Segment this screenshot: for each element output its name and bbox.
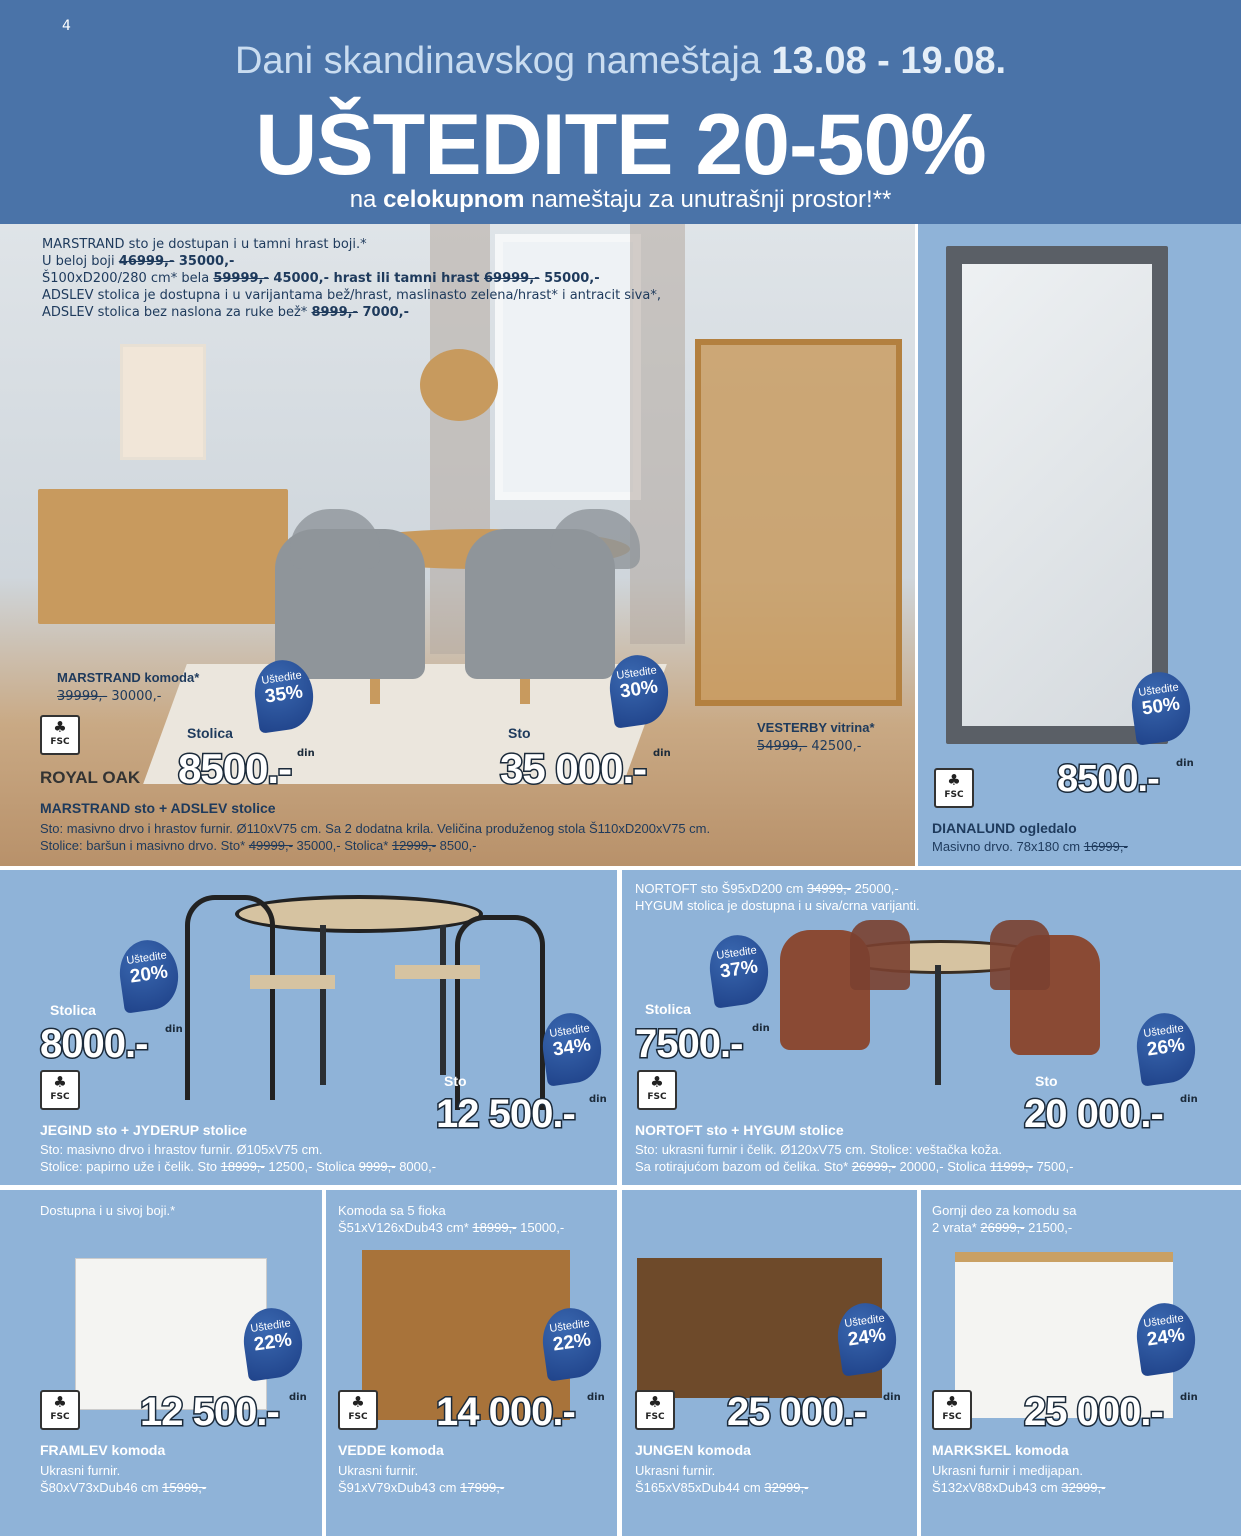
currency-label: din	[752, 1023, 770, 1034]
nortoft-info: NORTOFT sto Š95xD200 cm 34999,- 25000,- HYGUM stolica je dostupna i u siva/crna varijanti.	[635, 881, 920, 913]
nortoft-desc: Sto: ukrasni furnir i čelik. Ø120xV75 cm. Stolice: veštačka koža. Sa rotirajućom bazom od čelika. Sto* 26999,- 20000,- Stolica 11999,- 7500,-	[635, 1142, 1074, 1174]
stolica-label: Stolica	[50, 1002, 96, 1018]
jungen-title: JUNGEN komoda	[635, 1442, 751, 1458]
fsc-logo: ♣ FSC	[932, 1390, 972, 1430]
markskel-desc: Ukrasni furnir i medijapan. Š132xV88xDub43 cm 32999,-	[932, 1463, 1106, 1495]
marstrand-sideboard	[38, 489, 288, 624]
jungen-price: 25 000.-	[727, 1390, 866, 1434]
framlev-note: Dostupna i u sivoj boji.*	[40, 1203, 176, 1218]
sto-label: Sto	[444, 1073, 467, 1089]
hero-product-title: MARSTRAND sto + ADSLEV stolice	[40, 800, 276, 816]
currency-label: din	[587, 1392, 605, 1403]
fsc-logo: ♣ FSC	[40, 715, 80, 755]
chair-seat	[395, 965, 480, 979]
tree-icon: ♣	[53, 1393, 67, 1411]
komoda-price: 39999,- 30000,-	[57, 689, 162, 704]
markskel-price: 25 000.-	[1024, 1390, 1163, 1434]
nortoft-title: NORTOFT sto + HYGUM stolice	[635, 1122, 844, 1138]
subheadline: na celokupnom nameštaju za unutrašnji prostor!**	[349, 186, 892, 213]
tree-icon: ♣	[648, 1393, 662, 1411]
currency-label: din	[653, 748, 671, 759]
jegind-desc: Sto: masivno drvo i hrastov furnir. Ø105xV75 cm. Stolice: papirno uže i čelik. Sto 18999,- 12500,- Stolica 9999,- 8000,-	[40, 1142, 437, 1174]
currency-label: din	[883, 1392, 901, 1403]
sto-price: 20 000.-	[1024, 1092, 1163, 1136]
currency-label: din	[165, 1024, 183, 1035]
fsc-logo: ♣ FSC	[40, 1070, 80, 1110]
fsc-logo: ♣ FSC	[40, 1390, 80, 1430]
vedde-title: VEDDE komoda	[338, 1442, 444, 1458]
pendant-lamp	[420, 349, 498, 421]
hero-product-desc: Sto: masivno drvo i hrastov furnir. Ø110xV75 cm. Sa 2 dodatna krila. Veličina produženog stola Š110xD200xV75 cm. Stolice: baršun i masivno drvo. Sto* 49999,- 35000,- Stolica* 12999,- 8500,-	[40, 821, 711, 853]
sto-price: 35 000.-	[500, 745, 647, 792]
tree-icon: ♣	[650, 1073, 664, 1091]
hero-info-line: Š100xD200/280 cm* bela 59999,- 45000,- hrast ili tamni hrast 69999,- 55000,-	[42, 271, 600, 286]
mirror-price: 8500.-	[1057, 758, 1159, 800]
currency-label: din	[589, 1094, 607, 1105]
fsc-logo: ♣ FSC	[338, 1390, 378, 1430]
discount-badge: Uštedite 22%	[239, 1304, 306, 1381]
event-title-text: Dani skandinavskog nameštaja	[234, 40, 772, 82]
hygum-chair	[850, 920, 910, 990]
currency-label: din	[289, 1392, 307, 1403]
markskel-title: MARKSKEL komoda	[932, 1442, 1069, 1458]
adslev-chair	[550, 509, 640, 569]
framlev-dresser	[75, 1258, 267, 1410]
table-leg	[320, 925, 326, 1085]
hygum-chair	[990, 920, 1050, 990]
table-leg	[440, 925, 446, 1075]
hero-info-line: U beloj boji 46999,- 35000,-	[42, 254, 235, 269]
hero-info-line: ADSLEV stolica je dostupna i u varijantama bež/hrast, maslinasto zelena/hrast* i antracit siva*,	[42, 288, 661, 303]
fsc-logo: ♣ FSC	[934, 768, 974, 808]
tree-icon: ♣	[53, 1073, 67, 1091]
markskel-note: Gornji deo za komodu sa 2 vrata* 26999,- 21500,-	[932, 1203, 1077, 1235]
mirror-title: DIANALUND ogledalo	[932, 820, 1077, 836]
sto-price: 12 500.-	[436, 1092, 575, 1136]
currency-label: din	[297, 748, 315, 759]
tree-icon: ♣	[351, 1393, 365, 1411]
hero-info-line: ADSLEV stolica bez naslona za ruke bež* 8999,- 7000,-	[42, 305, 409, 320]
framlev-desc: Ukrasni furnir. Š80xV73xDub46 cm 15999,-	[40, 1463, 207, 1495]
komoda-name: MARSTRAND komoda*	[57, 670, 200, 685]
discount-badge: Uštedite 24%	[1132, 1299, 1199, 1376]
discount-badge: Uštedite 20%	[115, 936, 182, 1013]
fsc-logo: ♣ FSC	[637, 1070, 677, 1110]
currency-label: din	[1180, 1094, 1198, 1105]
discount-badge: Uštedite 35%	[250, 656, 317, 733]
headline: UŠTEDITE 20-50%	[255, 97, 986, 193]
vitrina-price: 54999,- 42500,-	[757, 739, 862, 754]
event-dates: 13.08 - 19.08.	[771, 40, 1007, 82]
framlev-title: FRAMLEV komoda	[40, 1442, 166, 1458]
tree-icon: ♣	[945, 1393, 959, 1411]
sto-label: Sto	[1035, 1073, 1058, 1089]
table-base	[935, 965, 941, 1085]
page-number: 4	[62, 18, 71, 34]
wall-poster	[120, 344, 206, 460]
discount-badge: Uštedite 26%	[1132, 1009, 1199, 1086]
sto-label: Sto	[508, 725, 531, 741]
vitrina-name: VESTERBY vitrina*	[757, 720, 875, 735]
stolica-label: Stolica	[187, 725, 233, 741]
jyderup-chair	[455, 915, 545, 1110]
event-title	[0, 40, 1241, 83]
vesterby-vitrine	[695, 339, 902, 706]
discount-badge: Uštedite 34%	[538, 1009, 605, 1086]
mirror-desc: Masivno drvo. 78x180 cm 16999,-	[932, 839, 1128, 854]
royal-oak-logo: ROYAL OAK	[40, 768, 141, 787]
adslev-chair	[290, 509, 380, 569]
hero-info-line: MARSTRAND sto je dostupan i u tamni hrast boji.*	[42, 237, 367, 252]
vedde-price: 14 000.-	[436, 1390, 575, 1434]
hero-info	[42, 236, 682, 321]
jungen-desc: Ukrasni furnir. Š165xV85xDub44 cm 32999,-	[635, 1463, 809, 1495]
vedde-desc: Ukrasni furnir. Š91xV79xDub43 cm 17999,-	[338, 1463, 505, 1495]
framlev-price: 12 500.-	[140, 1390, 279, 1434]
tree-icon: ♣	[53, 718, 67, 736]
stolica-label: Stolica	[645, 1001, 691, 1017]
stolica-price: 7500.-	[635, 1022, 743, 1066]
tree-icon: ♣	[947, 771, 961, 789]
discount-badge: Uštedite 50%	[1127, 668, 1194, 745]
currency-label: din	[1180, 1392, 1198, 1403]
jyderup-chair	[185, 895, 275, 1100]
discount-badge: Uštedite 22%	[538, 1304, 605, 1381]
discount-badge: Uštedite 24%	[833, 1299, 900, 1376]
discount-badge: Uštedite 30%	[605, 651, 672, 728]
discount-badge: Uštedite 37%	[705, 931, 772, 1008]
mirror-glass	[962, 264, 1152, 726]
jegind-title: JEGIND sto + JYDERUP stolice	[40, 1122, 248, 1138]
vedde-note: Komoda sa 5 fioka Š51xV126xDub43 cm* 18999,- 15000,-	[338, 1203, 565, 1235]
chair-seat	[250, 975, 335, 989]
fsc-logo: ♣ FSC	[635, 1390, 675, 1430]
stolica-price: 8500.-	[178, 745, 292, 792]
currency-label: din	[1176, 758, 1194, 769]
stolica-price: 8000.-	[40, 1022, 148, 1066]
